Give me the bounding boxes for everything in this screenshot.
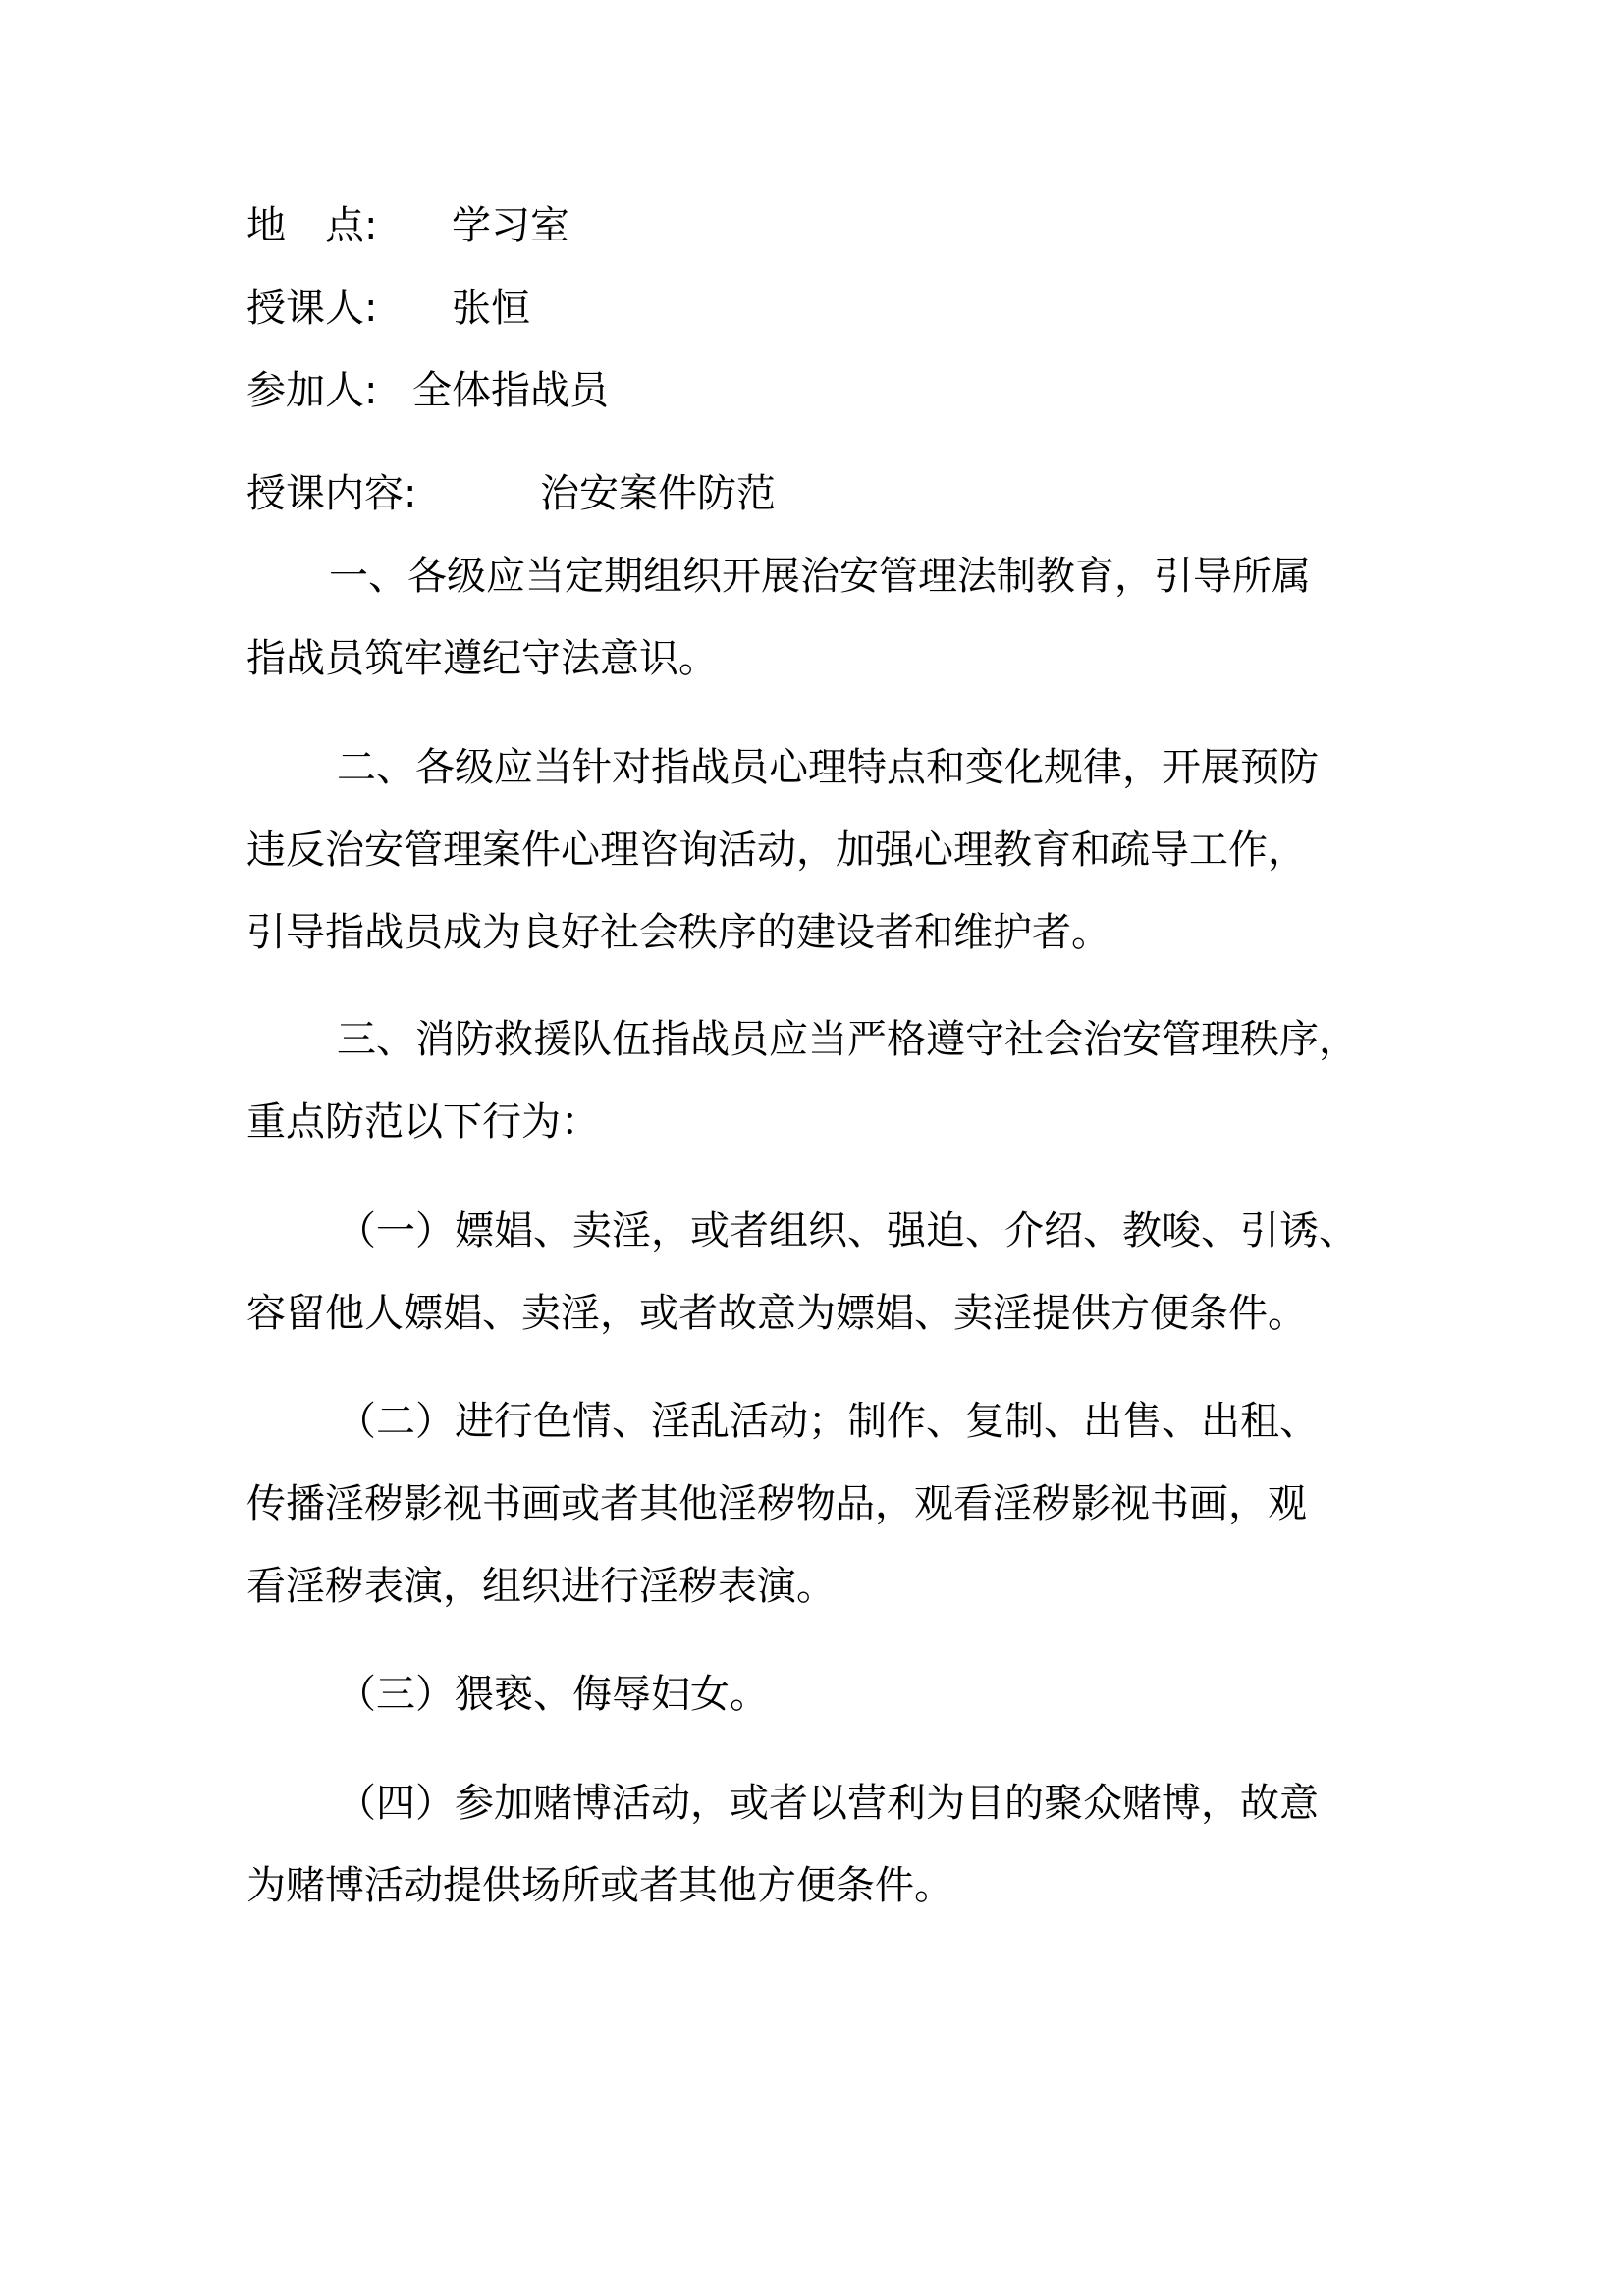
participants-value: 全体指战员 <box>412 368 609 413</box>
location-label: 地 点: <box>246 203 378 248</box>
paragraph-5-line-3: 看淫秽表演，组织进行淫秽表演。 <box>246 1564 836 1609</box>
paragraph-1-line-2: 指战员筑牢遵纪守法意识。 <box>246 636 718 681</box>
topic-value: 治安案件防范 <box>540 471 776 516</box>
paragraph-2 <box>246 726 1395 974</box>
paragraph-3 <box>246 998 1395 1163</box>
instructor-label: 授课人: <box>246 286 378 331</box>
topic-label: 授课内容: <box>246 471 417 516</box>
location-value: 学习室 <box>452 203 569 248</box>
participants-label: 参加人: <box>246 368 378 413</box>
paragraph-1 <box>246 535 1395 700</box>
paragraph-7 <box>246 1762 1395 1927</box>
paragraph-2-line-1: 二、各级应当针对指战员心理特点和变化规律，开展预防 <box>337 745 1319 790</box>
paragraph-7-line-2: 为赌博活动提供场所或者其他方便条件。 <box>246 1863 953 1908</box>
paragraph-5-line-2: 传播淫秽影视书画或者其他淫秽物品，观看淫秽影视书画，观 <box>246 1481 1307 1526</box>
paragraph-6 <box>246 1653 1395 1735</box>
paragraph-7-line-1: （四）参加赌博活动，或者以营利为目的聚众赌博，故意 <box>337 1781 1319 1826</box>
instructor-value: 张恒 <box>452 286 530 331</box>
paragraph-5 <box>246 1380 1395 1628</box>
paragraph-4 <box>246 1190 1395 1355</box>
paragraph-4-line-1: （一）嫖娼、卖淫，或者组织、强迫、介绍、教唆、引诱、 <box>337 1208 1358 1254</box>
paragraph-3-line-1: 三、消防救援队伍指战员应当严格遵守社会治安管理秩序， <box>337 1017 1358 1062</box>
paragraph-4-line-2: 容留他人嫖娼、卖淫，或者故意为嫖娼、卖淫提供方便条件。 <box>246 1291 1307 1336</box>
paragraph-2-line-2: 违反治安管理案件心理咨询活动，加强心理教育和疏导工作， <box>246 828 1307 873</box>
paragraph-3-line-2: 重点防范以下行为： <box>246 1099 600 1145</box>
paragraph-2-line-3: 引导指战员成为良好社会秩序的建设者和维护者。 <box>246 910 1110 955</box>
paragraph-6-line-1: （三）猥亵、侮辱妇女。 <box>337 1672 769 1717</box>
paragraph-5-line-1: （二）进行色情、淫乱活动；制作、复制、出售、出租、 <box>337 1399 1319 1444</box>
paragraph-1-line-1: 一、各级应当定期组织开展治安管理法制教育，引导所属 <box>329 554 1311 599</box>
